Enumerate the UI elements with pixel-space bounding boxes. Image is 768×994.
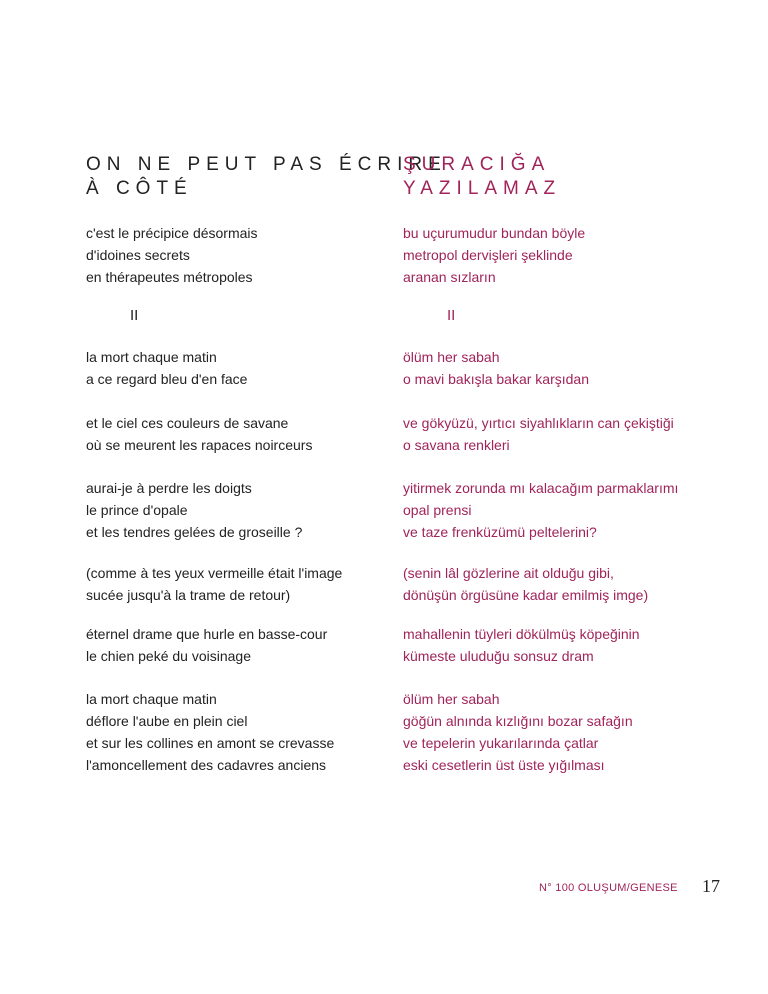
verse-line: ve tepelerin yukarılarında çatlar [403,735,599,751]
stanza [86,688,334,776]
verse-line: (comme à tes yeux vermeille était l'image [86,565,343,581]
stanza [86,623,327,667]
stanza [86,412,312,456]
verse-line: opal prensi [403,502,472,518]
verse-line: aranan sızların [403,269,496,285]
verse-line: le prince d'opale [86,502,188,518]
verse-line: ve gökyüzü, yırtıcı siyahlıkların can çekiştiği [403,415,674,431]
stanza [86,346,247,390]
verse-line: l'amoncellement des cadavres anciens [86,757,327,773]
turkish-poem-title [403,153,561,201]
verse-line: göğün alnında kızlığını bozar safağın [403,713,633,729]
section-marker: II [130,307,139,324]
stanza [86,562,342,606]
stanza [403,477,678,543]
stanza [403,623,640,667]
stanza [403,688,633,776]
verse-line: éternel drame que hurle en basse-cour [86,626,328,642]
verse-line: kümeste uluduğu sonsuz dram [403,648,594,664]
title-line: YAZILAMAZ [403,178,562,199]
verse-line: yitirmek zorunda mı kalacağım parmaklarımı [403,480,679,496]
verse-line: sucée jusqu'à la trame de retour) [86,587,291,603]
section-marker: II [447,307,456,324]
french-poem-title [86,153,447,201]
verse-line: aurai-je à perdre les doigts [86,480,252,496]
verse-line: a ce regard bleu d'en face [86,371,248,387]
issue-label: N° 100 OLUŞUM/GENESE [539,882,678,894]
verse-line: d'idoines secrets [86,247,190,263]
verse-line: o mavi bakışla bakar karşıdan [403,371,589,387]
title-line: À CÔTÉ [86,178,193,199]
verse-line: ölüm her sabah [403,349,500,365]
verse-line: (senin lâl gözlerine ait olduğu gibi, [403,565,614,581]
stanza [403,346,589,390]
verse-line: et les tendres gelées de groseille ? [86,524,303,540]
verse-line: mahallenin tüyleri dökülmüş köpeğinin [403,626,640,642]
verse-line: la mort chaque matin [86,691,217,707]
verse-line: où se meurent les rapaces noirceurs [86,437,313,453]
verse-line: ölüm her sabah [403,691,500,707]
verse-line: bu uçurumudur bundan böyle [403,225,586,241]
title-line: ŞURACIĞA [403,154,551,175]
verse-line: o savana renkleri [403,437,510,453]
verse-line: c'est le précipice désormais [86,225,258,241]
page-number: 17 [702,876,720,896]
stanza [403,222,585,288]
verse-line: ve taze frenküzümü peltelerini? [403,524,597,540]
verse-line: et sur les collines en amont se crevasse [86,735,335,751]
stanza [86,477,302,543]
stanza [403,562,648,606]
verse-line: en thérapeutes métropoles [86,269,253,285]
verse-line: eski cesetlerin üst üste yığılması [403,757,605,773]
title-line: ON NE PEUT PAS ÉCRIRE [86,154,447,175]
verse-line: le chien peké du voisinage [86,648,252,664]
stanza [403,412,674,456]
verse-line: et le ciel ces couleurs de savane [86,415,289,431]
verse-line: la mort chaque matin [86,349,217,365]
verse-line: dönüşün örgüsüne kadar emilmiş imge) [403,587,649,603]
verse-line: déflore l'aube en plein ciel [86,713,248,729]
verse-line: metropol dervişleri şeklinde [403,247,573,263]
stanza [86,222,258,288]
